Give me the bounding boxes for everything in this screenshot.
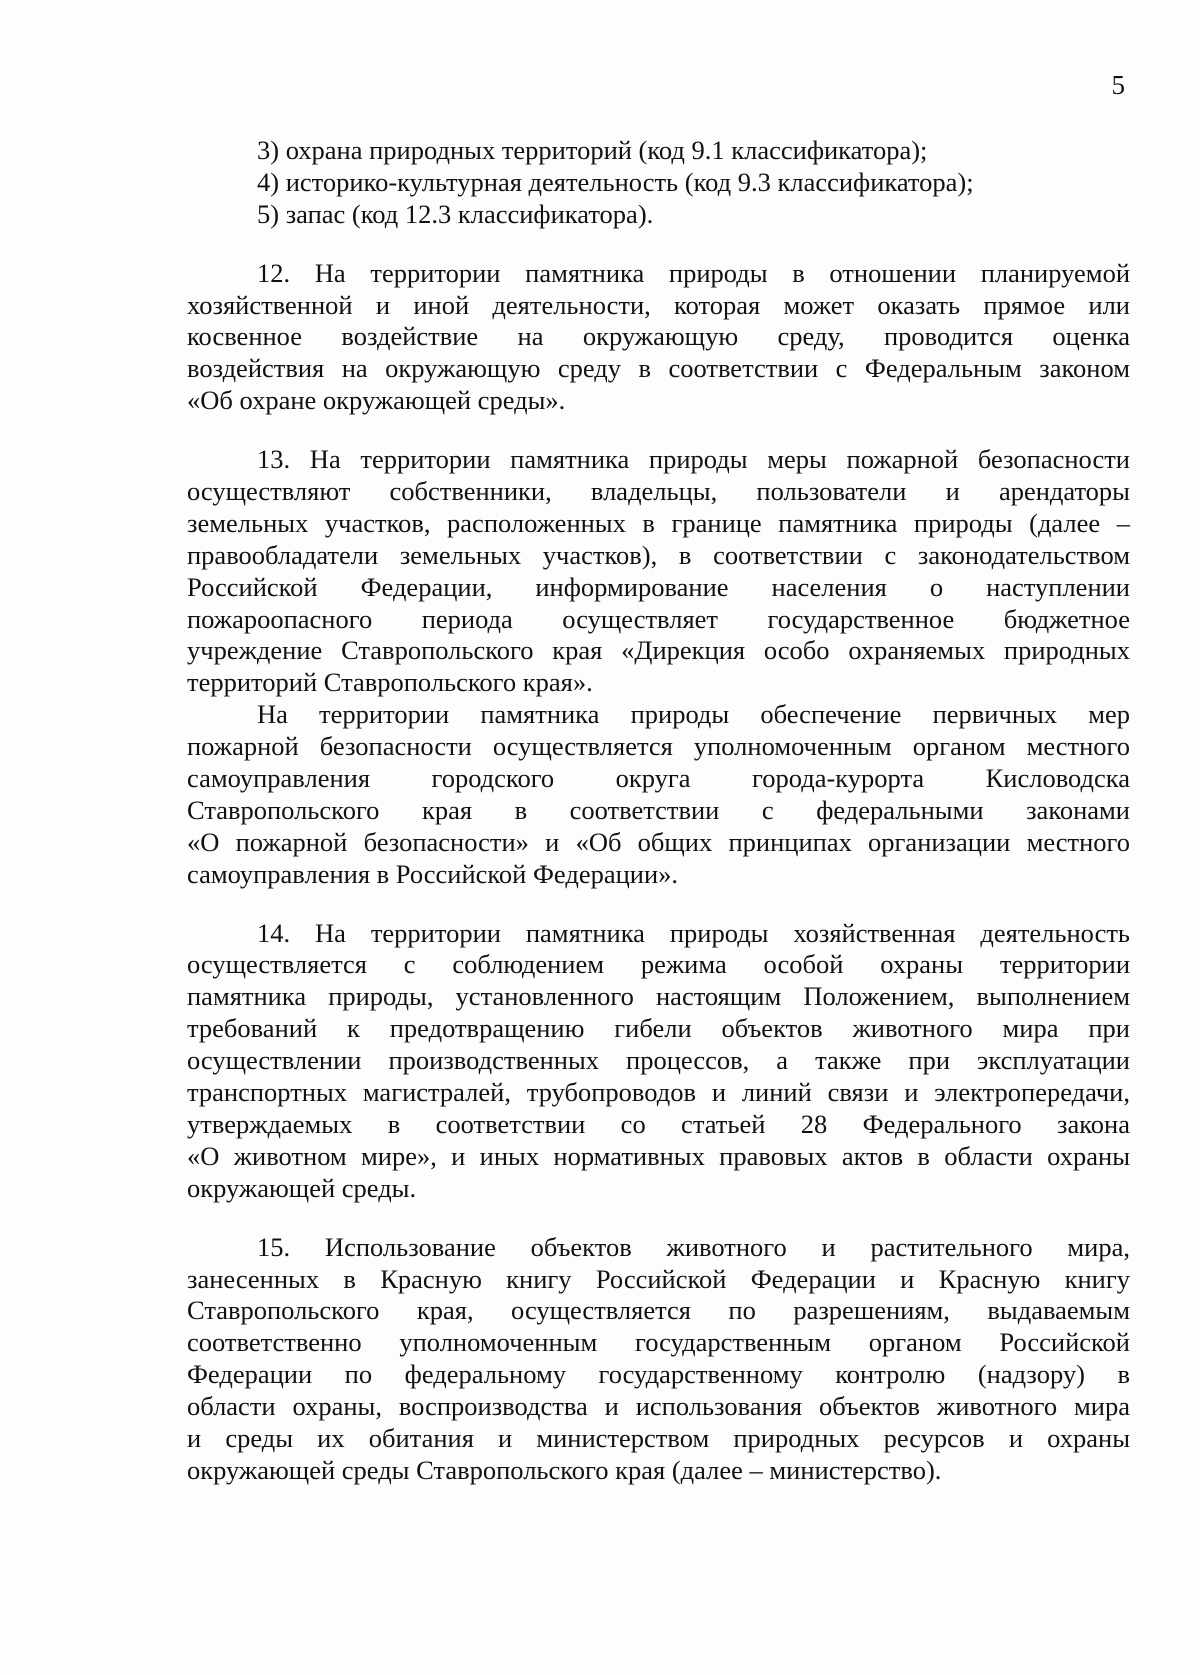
text-line: земельных участков, расположенных в границе памятника природы (далее – (187, 507, 1130, 538)
text-line: памятника природы, установленного настоящим Положением, выполнением (187, 981, 1130, 1012)
text-line: Федерации по федеральному государственному контролю (надзору) в (187, 1359, 1130, 1390)
text-line: осуществляют собственники, владельцы, пользователи и арендаторы (187, 476, 1130, 507)
text-line: Ставропольского края, осуществляется по разрешениям, выдаваемым (187, 1295, 1130, 1326)
text-line: самоуправления в Российской Федерации». (187, 858, 679, 889)
text-line: правообладатели земельных участков), в соответствии с законодательством (187, 539, 1130, 570)
text-line: 15. Использование объектов животного и растительного мира, (257, 1231, 1130, 1262)
text-line: окружающей среды Ставропольского края (далее – министерство). (187, 1454, 942, 1485)
paragraph-13-continued (187, 699, 1130, 890)
text-line: 5) запас (код 12.3 классификатора). (257, 198, 654, 229)
text-line: осуществляется с соблюдением режима особой охраны территории (187, 949, 1130, 980)
text-line: 14. На территории памятника природы хозяйственная деятельность (257, 917, 1130, 948)
text-line: учреждение Ставропольского края «Дирекция особо охраняемых природных (187, 635, 1130, 666)
text-line: 12. На территории памятника природы в отношении планируемой (257, 257, 1130, 288)
text-line: воздействия на окружающую среду в соответствии с Федеральным законом (187, 353, 1130, 384)
text-line: косвенное воздействие на окружающую среду, проводится оценка (187, 321, 1130, 352)
paragraph-14 (187, 918, 1130, 1205)
text-line: территорий Ставропольского края». (187, 667, 593, 698)
page-number: 5 (1111, 70, 1125, 100)
list-items (187, 135, 1130, 231)
text-line: осуществлении производственных процессов, а также при эксплуатации (187, 1045, 1130, 1076)
text-line: пожарной безопасности осуществляется уполномоченным органом местного (187, 731, 1130, 762)
text-line: и среды их обитания и министерством природных ресурсов и охраны (187, 1422, 1130, 1453)
text-line: занесенных в Красную книгу Российской Федерации и Красную книгу (187, 1263, 1130, 1294)
text-line: 3) охрана природных территорий (код 9.1 классификатора); (257, 135, 928, 165)
text-line: самоуправления городского округа города-курорта Кисловодска (187, 763, 1130, 794)
text-line: 4) историко-культурная деятельность (код 9.3 классификатора); (257, 166, 974, 197)
text-line: «О пожарной безопасности» и «Об общих принципах организации местного (187, 826, 1130, 857)
text-line: хозяйственной и иной деятельности, которая может оказать прямое или (187, 289, 1130, 320)
document-body (187, 135, 1130, 1487)
text-line: На территории памятника природы обеспечение первичных мер (257, 699, 1130, 730)
text-line: транспортных магистралей, трубопроводов и линий связи и электропередачи, (187, 1077, 1130, 1108)
text-line: требований к предотвращению гибели объектов животного мира при (187, 1013, 1130, 1044)
text-line: области охраны, воспроизводства и использования объектов животного мира (187, 1391, 1130, 1422)
text-line: 13. На территории памятника природы меры пожарной безопасности (257, 444, 1130, 475)
text-line: Ставропольского края в соответствии с федеральными законами (187, 794, 1130, 825)
paragraph-15 (187, 1232, 1130, 1487)
text-line: соответственно уполномоченным государственным органом Российской (187, 1327, 1130, 1358)
paragraph-12 (187, 258, 1130, 417)
text-line: окружающей среды. (187, 1172, 417, 1203)
paragraph-13 (187, 444, 1130, 699)
text-line: Российской Федерации, информирование населения о наступлении (187, 571, 1130, 602)
text-line: «О животном мире», и иных нормативных правовых актов в области охраны (187, 1140, 1130, 1171)
text-line: утверждаемых в соответствии со статьей 28 Федерального закона (187, 1108, 1130, 1139)
text-line: «Об охране окружающей среды». (187, 385, 566, 416)
text-line: пожароопасного периода осуществляет государственное бюджетное (187, 603, 1130, 634)
